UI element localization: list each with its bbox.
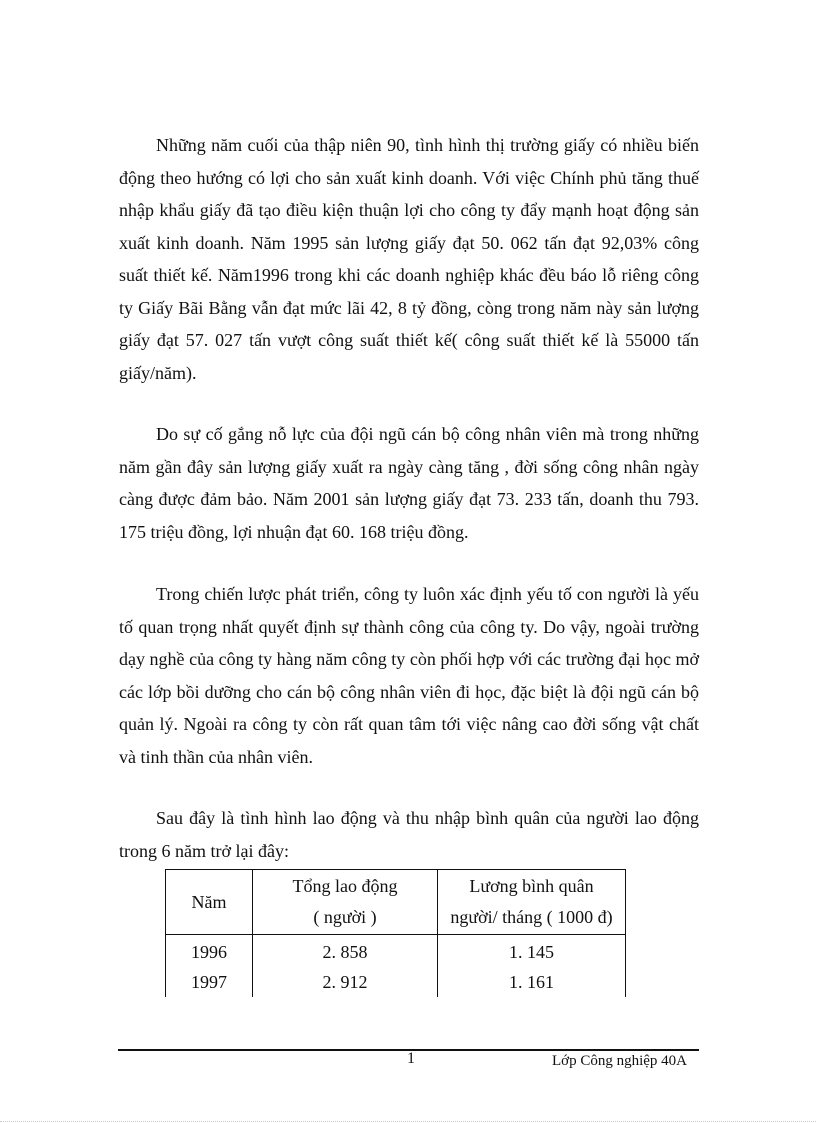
footer-class-label: Lớp Công nghiệp 40A [552,1053,688,1069]
header-salary-line1: Lương bình quân [469,876,594,896]
labor-income-table [165,869,626,997]
paragraph-human-resources: Trong chiến lược phát triển, công ty luôn xác định yếu tố con người là yếu tố quan trọng nhất quyết định sự thành công của công ty. Do vậy, ngoài trường dạy nghề của công ty hàng năm công ty còn phối hợp với các trường đại học mở các lớp bồi dưỡng cho cán bộ công nhân viên đi học, đặc biệt là đội ngũ cán bộ quản lý. Ngoài ra công ty còn rất quan tâm tới việc nâng cao đời sống vật chất và tinh thần của nhân viên. [119,584,699,767]
table-header-row [166,870,626,935]
header-salary-line2: người/ tháng ( 1000 đ) [450,907,613,927]
header-workers-line1: Tổng lao động [292,876,398,896]
header-workers-line2: ( người ) [313,907,377,927]
header-average-salary [438,870,626,935]
cell-workers: 2. 858 [253,935,438,968]
table-row [166,935,626,968]
header-total-workers [253,870,438,935]
table-row [166,967,626,997]
page-number: 1 [407,1050,415,1067]
cell-salary: 1. 145 [438,935,626,968]
paragraph-production-growth: Do sự cố gắng nỗ lực của đội ngũ cán bộ công nhân viên mà trong những năm gần đây sản lượng giấy xuất ra ngày càng tăng , đời sống công nhân ngày càng được đảm bảo. Năm 2001 sản lượng giấy đạt 73. 233 tấn, doanh thu 793. 175 triệu đồng, lợi nhuận đạt 60. 168 triệu đồng. [119,424,699,542]
page-bottom-edge [0,1121,816,1122]
cell-year: 1997 [166,967,253,997]
cell-salary: 1. 161 [438,967,626,997]
cell-year: 1996 [166,935,253,968]
paragraph-paper-market: Những năm cuối của thập niên 90, tình hình thị trường giấy có nhiều biến động theo hướng có lợi cho sản xuất kinh doanh. Với việc Chính phủ tăng thuế nhập khẩu giấy đã tạo điều kiện thuận lợi cho công ty đẩy mạnh hoạt động sản xuất kinh doanh. Năm 1995 sản lượng giấy đạt 50. 062 tấn đạt 92,03% công suất thiết kế. Năm1996 trong khi các doanh nghiệp khác đều báo lỗ riêng công ty Giấy Bãi Bằng vẫn đạt mức lãi 42, 8 tỷ đồng, còng trong năm này sản lượng giấy đạt 57. 027 tấn vượt công suất thiết kế( công suất thiết kế là 55000 tấn giấy/năm). [119,135,699,383]
paragraph-table-intro: Sau đây là tình hình lao động và thu nhập bình quân của người lao động trong 6 năm trở lại đây: [119,808,699,861]
cell-workers: 2. 912 [253,967,438,997]
header-year: Năm [166,870,253,935]
